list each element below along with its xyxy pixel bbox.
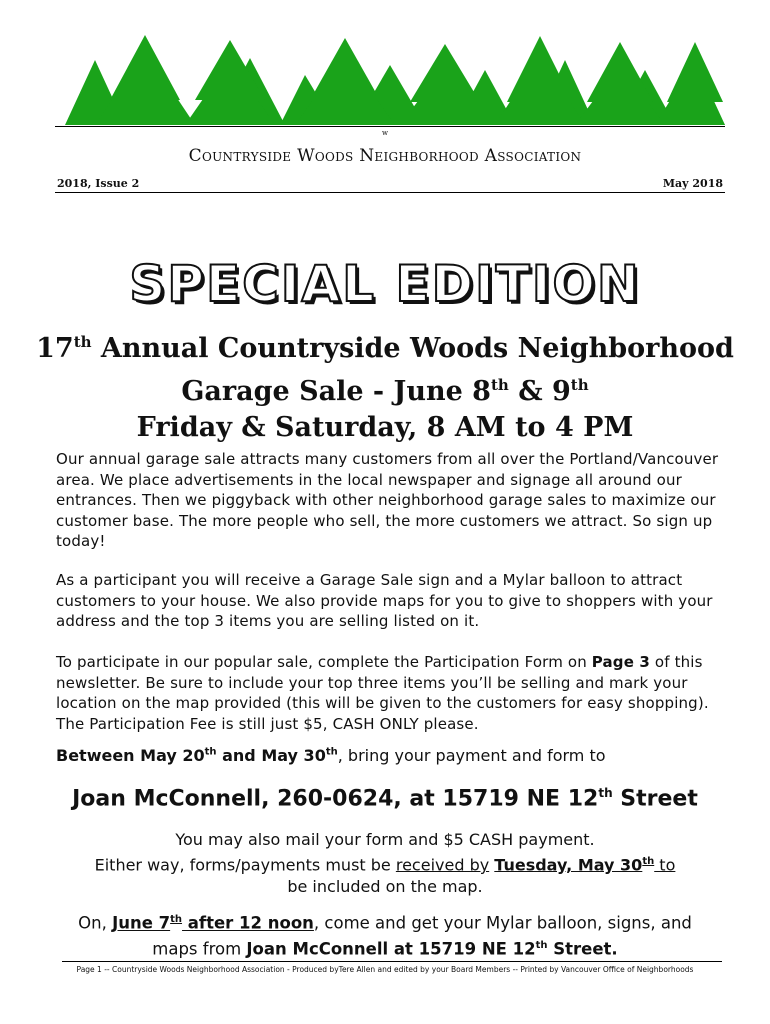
- intro-paragraph: Our annual garage sale attracts many customers from all over the Portland/Vancouver area. We place advertisements in the local newspaper and signage all around our entrances. Then we piggyback with other neighborhood garage sales to maximize our customer base. The more people who sell, the more customers we attract. So sign up today!: [56, 450, 719, 550]
- tiny-mark: w: [382, 129, 388, 137]
- header-rule: [55, 192, 725, 193]
- top-rule: [55, 126, 725, 127]
- payment-window: Between May 20th and May 30th, bring your payment and form to: [56, 746, 606, 765]
- mail-instructions: [40, 829, 730, 898]
- footer-rule: [62, 961, 722, 962]
- mail-line-2: Either way, forms/payments must be received by Tuesday, May 30th to: [94, 855, 676, 875]
- pine-trees-banner: [55, 30, 725, 125]
- participation-paragraph: To participate in our popular sale, complete the Participation Form on Page 3 of this newsletter. Be sure to include your top three items you’ll be selling and mark your location on the map provided (this will be given to the customers for easy shopping). The Participation Fee is still just $5, CASH ONLY please.: [56, 653, 709, 733]
- issue-number: 2018, Issue 2: [57, 177, 140, 190]
- headline-line-3: Friday & Saturday, 8 AM to 4 PM: [136, 412, 634, 443]
- page-footer: Page 1 -- Countryside Woods Neighborhood Association - Produced byTere Allen and edited by your Board Members -- Printed by Vancouver Office of Neighborhoods: [76, 965, 694, 974]
- special-edition-title: SPECIAL EDITION: [129, 255, 641, 313]
- contact-line: Joan McConnell, 260-0624, at 15719 NE 12th Street: [72, 786, 698, 812]
- pickup-line-1: On, June 7th after 12 noon, come and get your Mylar balloon, signs, and: [78, 913, 692, 933]
- pickup-line-2: maps from Joan McConnell at 15719 NE 12th Street.: [152, 939, 618, 958]
- headline-line-1: 17th Annual Countryside Woods Neighborhood: [36, 333, 734, 364]
- pickup-instructions: [40, 909, 730, 960]
- mail-line-3: be included on the map.: [287, 877, 483, 897]
- mail-line-1: You may also mail your form and $5 CASH payment.: [175, 830, 595, 849]
- headline-line-2: Garage Sale - June 8th & 9th: [181, 376, 589, 407]
- issue-date: May 2018: [662, 177, 723, 190]
- participant-paragraph: As a participant you will receive a Garage Sale sign and a Mylar balloon to attract customers to your house. We also provide maps for you to give to shoppers with your address and the top 3 items you are selling listed on it.: [56, 571, 713, 630]
- association-name: Countryside Woods Neighborhood Association: [188, 146, 582, 166]
- event-headline: [30, 324, 740, 446]
